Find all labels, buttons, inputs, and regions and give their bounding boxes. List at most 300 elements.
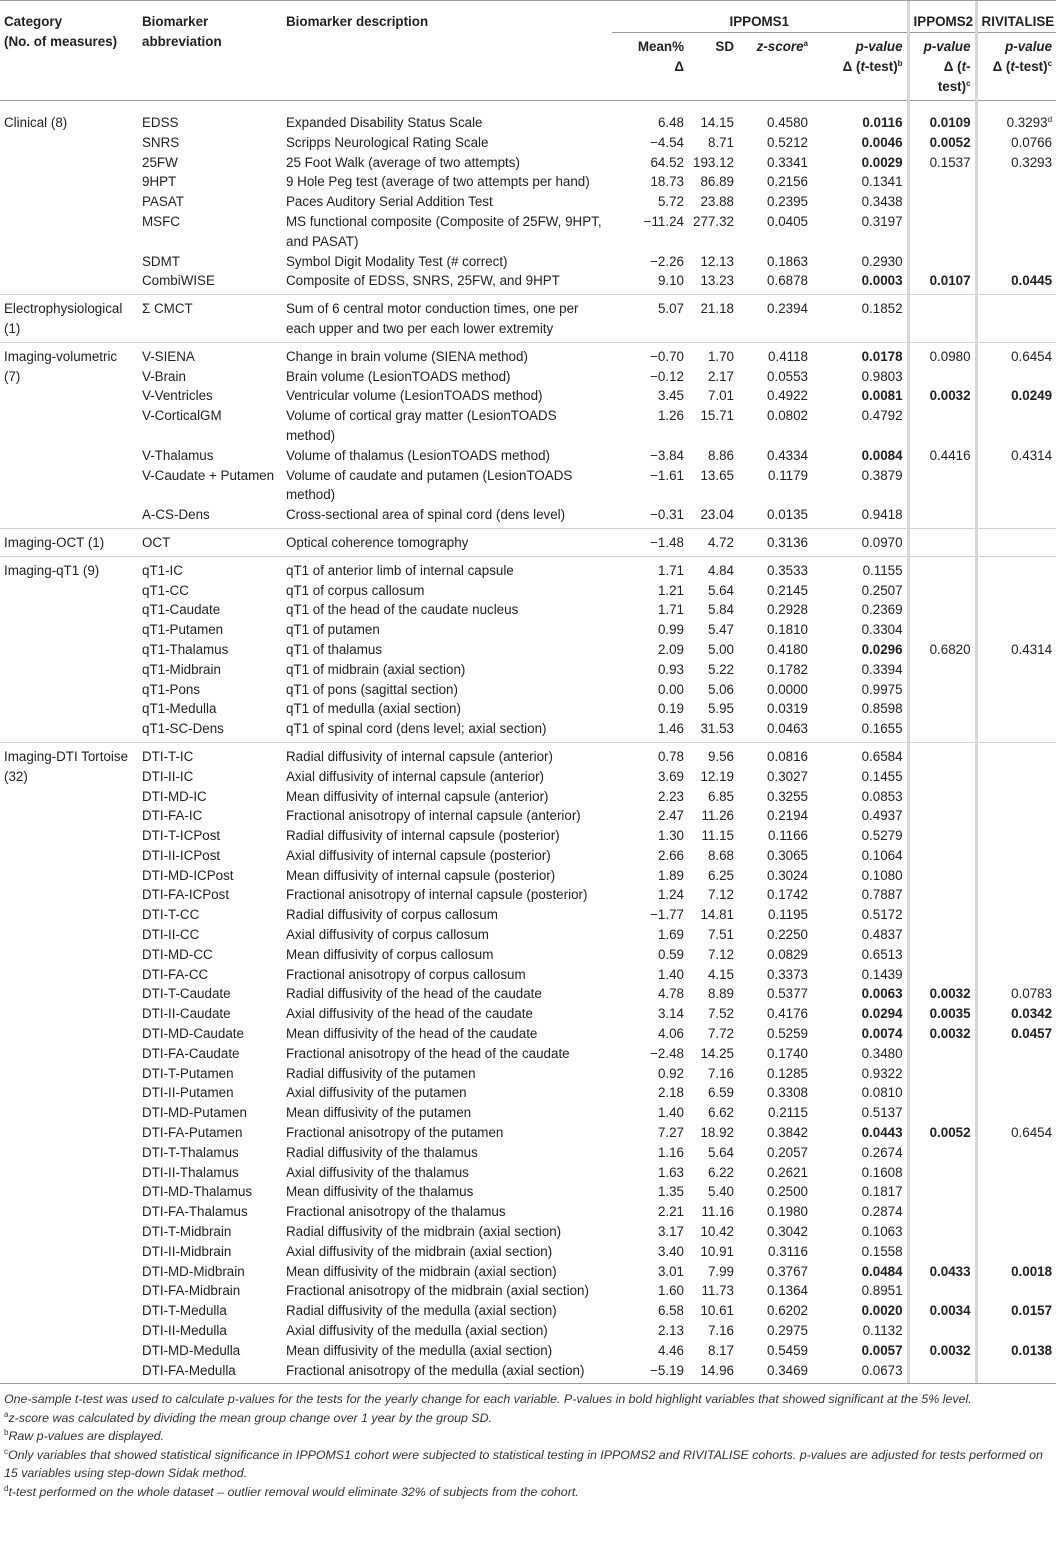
description-cell-text: Fractional anisotropy of the thalamus <box>286 1204 506 1220</box>
description-cell-text: Fractional anisotropy of the putamen <box>286 1125 504 1141</box>
description-cell <box>282 925 612 945</box>
pvalue-ippoms1-cell-text: 0.1439 <box>861 966 903 982</box>
pvalue-ippoms2-cell <box>908 295 976 343</box>
abbreviation-cell <box>138 600 282 620</box>
table-row <box>0 1103 1056 1123</box>
pvalue-ippoms1-cell <box>812 342 908 366</box>
pvalue-rivitalise-cell <box>976 101 1056 133</box>
sd-cell-text: 18.92 <box>700 1125 734 1141</box>
pvalue-ippoms2-cell <box>908 367 976 387</box>
description-cell-text: MS functional composite (Composite of 25FW, 9HPT, and PASAT) <box>286 213 602 249</box>
zscore-cell-text: 0.0829 <box>767 946 808 962</box>
mean-cell-text: 2.47 <box>657 808 684 824</box>
pvalue-ippoms2-cell <box>908 680 976 700</box>
zscore-cell <box>738 1024 812 1044</box>
table-row <box>0 925 1056 945</box>
sd-cell <box>688 367 738 387</box>
mean-cell <box>612 680 688 700</box>
zscore-cell <box>738 787 812 807</box>
sd-cell <box>688 620 738 640</box>
zscore-cell <box>738 680 812 700</box>
description-cell <box>282 1024 612 1044</box>
mean-cell-text: 1.21 <box>657 582 684 598</box>
sd-cell-text: 7.16 <box>707 1323 734 1339</box>
abbreviation-cell <box>138 1103 282 1123</box>
table-row <box>0 1004 1056 1024</box>
sd-cell-text: 14.81 <box>700 907 734 923</box>
pvalue-ippoms1-cell-text: 0.1852 <box>861 301 903 317</box>
sd-cell <box>688 1143 738 1163</box>
mean-cell <box>612 742 688 766</box>
mean-cell-text: 3.40 <box>657 1243 684 1259</box>
mean-cell <box>612 172 688 192</box>
sd-cell <box>688 1262 738 1282</box>
abbreviation-cell-text: A-CS-Dens <box>142 507 210 523</box>
zscore-cell-text: 0.2145 <box>767 582 808 598</box>
table-row <box>0 192 1056 212</box>
pvalue-ippoms2-cell <box>908 386 976 406</box>
mean-cell <box>612 767 688 787</box>
zscore-cell <box>738 271 812 294</box>
table-row <box>0 866 1056 886</box>
footnote-a: $^a$z-score was calculated by dividing the mean group change over 1 year by the group SD. <box>4 1409 492 1425</box>
mean-cell-text: 3.45 <box>657 388 684 404</box>
pvalue-rivitalise-cell <box>976 367 1056 387</box>
pvalue-rivitalise-cell <box>976 192 1056 212</box>
abbreviation-cell-text: CombiWISE <box>142 273 215 289</box>
pvalue-ippoms1-cell <box>812 945 908 965</box>
description-cell-text: Fractional anisotropy of the medulla (axial section) <box>286 1362 585 1378</box>
pvalue-ippoms1-cell-text: 0.0084 <box>861 447 903 463</box>
abbreviation-cell-text: DTI-FA-ICPost <box>142 887 230 903</box>
sd-cell <box>688 252 738 272</box>
zscore-cell-text: 0.0802 <box>767 408 808 424</box>
pvalue-ippoms2-cell <box>908 1341 976 1361</box>
abbreviation-cell-text: qT1-Medulla <box>142 701 217 717</box>
pvalue-rivitalise-cell <box>976 806 1056 826</box>
abbreviation-cell-text: qT1-Midbrain <box>142 661 221 677</box>
table-row <box>0 1143 1056 1163</box>
zscore-cell <box>738 133 812 153</box>
mean-cell-text: −11.24 <box>643 213 684 229</box>
pvalue-ippoms2-cell <box>908 212 976 252</box>
abbreviation-cell <box>138 984 282 1004</box>
description-cell <box>282 866 612 886</box>
sd-cell <box>688 1024 738 1044</box>
sd-cell <box>688 1281 738 1301</box>
description-cell <box>282 660 612 680</box>
pvalue-ippoms1-cell-text: 0.2874 <box>861 1204 903 1220</box>
pvalue-rivitalise-cell-text: 0.0783 <box>1011 986 1053 1002</box>
zscore-cell <box>738 806 812 826</box>
sd-cell-text: 8.17 <box>707 1342 734 1358</box>
pvalue-ippoms1-cell <box>812 1044 908 1064</box>
mean-cell-text: 1.40 <box>657 966 684 982</box>
abbreviation-cell-text: DTI-MD-Caudate <box>142 1026 244 1042</box>
pvalue-rivitalise-cell <box>976 846 1056 866</box>
pvalue-ippoms2-cell <box>908 1202 976 1222</box>
sd-cell-text: 11.73 <box>701 1283 734 1299</box>
header-cohort-ippoms2: IPPOMS2 <box>908 0 976 33</box>
pvalue-rivitalise-cell-text: 0.0157 <box>1011 1303 1053 1319</box>
pvalue-rivitalise-cell <box>976 600 1056 620</box>
mean-cell-text: 3.14 <box>657 1006 684 1022</box>
sd-cell-text: 86.89 <box>700 174 734 190</box>
pvalue-rivitalise-cell <box>976 1182 1056 1202</box>
sd-cell-text: 4.15 <box>707 966 734 982</box>
mean-cell <box>612 386 688 406</box>
zscore-cell <box>738 1004 812 1024</box>
mean-cell <box>612 1222 688 1242</box>
description-cell <box>282 787 612 807</box>
pvalue-rivitalise-cell <box>976 1301 1056 1321</box>
pvalue-ippoms2-cell <box>908 885 976 905</box>
category-cell <box>0 101 138 295</box>
mean-cell-text: 1.63 <box>657 1164 684 1180</box>
zscore-cell <box>738 640 812 660</box>
description-cell <box>282 367 612 387</box>
pvalue-ippoms1-cell-text: 0.1155 <box>862 562 903 578</box>
table-row <box>0 295 1056 343</box>
pvalue-rivitalise-cell <box>976 172 1056 192</box>
pvalue-ippoms1-cell-text: 0.1558 <box>861 1243 903 1259</box>
pvalue-ippoms2-cell <box>908 1301 976 1321</box>
mean-cell <box>612 271 688 294</box>
sd-cell-text: 23.04 <box>700 507 734 523</box>
pvalue-ippoms1-cell-text: 0.5137 <box>861 1105 903 1121</box>
mean-cell-text: −1.48 <box>650 534 684 550</box>
description-cell <box>282 984 612 1004</box>
abbreviation-cell-text: DTI-MD-IC <box>142 788 207 804</box>
pvalue-ippoms1-cell-text: 0.0074 <box>861 1026 903 1042</box>
description-cell-text: Brain volume (LesionTOADS method) <box>286 368 511 384</box>
sd-cell-text: 7.01 <box>707 388 734 404</box>
sd-cell-text: 6.85 <box>707 788 734 804</box>
pvalue-ippoms1-cell <box>812 1064 908 1084</box>
mean-cell-text: 1.40 <box>657 1105 684 1121</box>
pvalue-ippoms1-cell-text: 0.0853 <box>861 788 903 804</box>
pvalue-ippoms1-cell <box>812 767 908 787</box>
pvalue-rivitalise-cell <box>976 620 1056 640</box>
pvalue-rivitalise-cell <box>976 1083 1056 1103</box>
pvalue-ippoms1-cell-text: 0.8598 <box>861 701 903 717</box>
abbreviation-cell-text: DTI-II-ICPost <box>142 847 221 863</box>
sd-cell <box>688 446 738 466</box>
sd-cell-text: 7.99 <box>707 1263 734 1279</box>
mean-cell-text: 4.06 <box>657 1026 684 1042</box>
description-cell <box>282 1202 612 1222</box>
pvalue-ippoms2-cell <box>908 984 976 1004</box>
sd-cell-text: 10.91 <box>700 1243 734 1259</box>
pvalue-ippoms1-cell-text: 0.2930 <box>861 253 903 269</box>
pvalue-ippoms1-cell <box>812 295 908 343</box>
table-row <box>0 1044 1056 1064</box>
zscore-cell-text: 0.1166 <box>768 828 808 844</box>
sd-cell <box>688 719 738 742</box>
abbreviation-cell <box>138 806 282 826</box>
abbreviation-cell-text: DTI-MD-Thalamus <box>142 1184 253 1200</box>
pvalue-rivitalise-cell <box>976 984 1056 1004</box>
sd-cell-text: 277.32 <box>693 213 734 229</box>
description-cell-text: Axial diffusivity of the head of the caudate <box>286 1006 533 1022</box>
zscore-cell-text: 0.5212 <box>767 134 808 150</box>
pvalue-rivitalise-cell <box>976 699 1056 719</box>
sd-cell-text: 5.47 <box>707 622 734 638</box>
pvalue-rivitalise-cell <box>976 742 1056 766</box>
sd-cell <box>688 600 738 620</box>
zscore-cell <box>738 1143 812 1163</box>
mean-cell <box>612 446 688 466</box>
sd-cell-text: 11.16 <box>701 1204 734 1220</box>
pvalue-ippoms1-cell <box>812 505 908 528</box>
pvalue-ippoms2-cell <box>908 1143 976 1163</box>
pvalue-ippoms1-cell <box>812 1004 908 1024</box>
zscore-cell <box>738 945 812 965</box>
zscore-cell-text: 0.1285 <box>767 1065 808 1081</box>
pvalue-rivitalise-cell-text: 0.6454 <box>1011 348 1053 364</box>
mean-cell <box>612 806 688 826</box>
mean-cell <box>612 295 688 343</box>
table-row <box>0 367 1056 387</box>
zscore-cell-text: 0.0816 <box>767 748 808 764</box>
zscore-cell-text: 0.0000 <box>767 681 808 697</box>
description-cell-text: Change in brain volume (SIENA method) <box>286 348 528 364</box>
sd-cell-text: 31.53 <box>700 721 734 737</box>
pvalue-ippoms2-cell <box>908 699 976 719</box>
abbreviation-cell-text: DTI-II-Putamen <box>142 1085 234 1101</box>
pvalue-ippoms1-cell <box>812 1163 908 1183</box>
description-cell-text: qT1 of medulla (axial section) <box>286 701 461 717</box>
pvalue-ippoms2-cell <box>908 640 976 660</box>
zscore-cell <box>738 767 812 787</box>
sd-cell <box>688 466 738 506</box>
description-cell <box>282 271 612 294</box>
description-cell-text: Radial diffusivity of internal capsule (anterior) <box>286 748 553 764</box>
mean-cell-text: 0.00 <box>657 681 684 697</box>
pvalue-ippoms1-cell-text: 0.1608 <box>861 1164 903 1180</box>
mean-cell <box>612 600 688 620</box>
sd-cell <box>688 984 738 1004</box>
pvalue-ippoms1-cell-text: 0.0063 <box>861 986 903 1002</box>
sd-cell <box>688 1361 738 1384</box>
sd-cell-text: 14.96 <box>700 1362 734 1378</box>
sd-cell <box>688 826 738 846</box>
pvalue-ippoms1-cell <box>812 367 908 387</box>
abbreviation-cell <box>138 1242 282 1262</box>
pvalue-ippoms1-cell-text: 0.0116 <box>862 115 903 130</box>
header-sd: SD <box>688 33 738 101</box>
sd-cell-text: 5.22 <box>707 661 734 677</box>
pvalue-rivitalise-cell <box>976 1222 1056 1242</box>
abbreviation-cell <box>138 406 282 446</box>
abbreviation-cell <box>138 1222 282 1242</box>
table-row <box>0 172 1056 192</box>
pvalue-ippoms1-cell-text: 0.0046 <box>861 134 903 150</box>
description-cell <box>282 846 612 866</box>
pvalue-ippoms1-cell <box>812 846 908 866</box>
section-group <box>0 742 1056 1383</box>
pvalue-rivitalise-cell <box>976 719 1056 742</box>
sd-cell-text: 5.40 <box>707 1184 734 1200</box>
pvalue-ippoms1-cell <box>812 925 908 945</box>
pvalue-ippoms1-cell-text: 0.2507 <box>861 582 903 598</box>
mean-cell-text: −0.70 <box>650 348 684 364</box>
abbreviation-cell-text: DTI-II-IC <box>142 768 194 784</box>
description-cell <box>282 386 612 406</box>
sd-cell <box>688 1242 738 1262</box>
pvalue-rivitalise-cell <box>976 1163 1056 1183</box>
mean-cell <box>612 528 688 556</box>
sd-cell <box>688 806 738 826</box>
sd-cell <box>688 945 738 965</box>
zscore-cell <box>738 466 812 506</box>
table-row <box>0 620 1056 640</box>
top-rule <box>0 0 1056 1</box>
abbreviation-cell <box>138 556 282 580</box>
description-cell <box>282 406 612 446</box>
pvalue-ippoms1-cell-text: 0.0057 <box>861 1342 903 1358</box>
mean-cell-text: 4.78 <box>657 986 684 1002</box>
pvalue-ippoms2-cell-text: 0.0032 <box>929 388 971 404</box>
sd-cell <box>688 153 738 173</box>
mean-cell-text: −2.48 <box>650 1045 684 1061</box>
pvalue-ippoms1-cell-text: 0.2369 <box>861 602 903 618</box>
description-cell-text: qT1 of putamen <box>286 622 380 638</box>
sd-cell <box>688 1083 738 1103</box>
mean-cell <box>612 1361 688 1384</box>
pvalue-ippoms1-cell <box>812 1103 908 1123</box>
abbreviation-cell-text: DTI-T-IC <box>142 748 194 764</box>
abbreviation-cell <box>138 885 282 905</box>
zscore-cell-text: 0.3255 <box>767 788 808 804</box>
mean-cell <box>612 719 688 742</box>
pvalue-ippoms1-cell-text: 0.0484 <box>861 1263 903 1279</box>
pvalue-ippoms2-cell <box>908 556 976 580</box>
zscore-cell-text: 0.3341 <box>767 154 808 170</box>
pvalue-ippoms2-cell <box>908 505 976 528</box>
zscore-cell <box>738 1083 812 1103</box>
zscore-cell-text: 0.1810 <box>767 622 808 638</box>
category-cell-text: Imaging-DTI Tortoise (32) <box>4 748 129 784</box>
sd-cell-text: 4.84 <box>707 562 734 578</box>
pvalue-ippoms1-cell-text: 0.5279 <box>861 828 903 844</box>
pvalue-ippoms1-cell-text: 0.9418 <box>861 507 903 523</box>
pvalue-ippoms1-cell-text: 0.1064 <box>861 847 903 863</box>
pvalue-ippoms1-cell-text: 0.1063 <box>861 1224 903 1240</box>
pvalue-ippoms2-cell <box>908 787 976 807</box>
mean-cell-text: 0.93 <box>657 661 684 677</box>
mean-cell-text: 5.07 <box>657 301 684 317</box>
sd-cell-text: 5.06 <box>707 681 734 697</box>
mean-cell-text: 1.71 <box>657 602 684 618</box>
description-cell-text: Axial diffusivity of the thalamus <box>286 1164 469 1180</box>
pvalue-ippoms1-cell <box>812 581 908 601</box>
description-cell-text: Mean diffusivity of the midbrain (axial section) <box>286 1263 557 1279</box>
pvalue-ippoms1-cell <box>812 600 908 620</box>
description-cell-text: qT1 of corpus callosum <box>286 582 425 598</box>
sd-cell <box>688 680 738 700</box>
mean-cell-text: 0.92 <box>657 1065 684 1081</box>
mean-cell <box>612 252 688 272</box>
pvalue-ippoms2-cell <box>908 600 976 620</box>
abbreviation-cell <box>138 1024 282 1044</box>
abbreviation-cell <box>138 742 282 766</box>
sd-cell <box>688 295 738 343</box>
description-cell-text: Axial diffusivity of the putamen <box>286 1085 467 1101</box>
table-row <box>0 905 1056 925</box>
mean-cell <box>612 1202 688 1222</box>
zscore-cell <box>738 1103 812 1123</box>
description-cell-text: Mean diffusivity of corpus callosum <box>286 946 494 962</box>
mean-cell <box>612 925 688 945</box>
pvalue-ippoms2-cell <box>908 1004 976 1024</box>
description-cell <box>282 600 612 620</box>
mean-cell-text: 2.13 <box>657 1323 684 1339</box>
pvalue-ippoms1-cell-text: 0.3438 <box>861 194 903 210</box>
mean-cell <box>612 1182 688 1202</box>
zscore-cell-text: 0.2194 <box>767 808 808 824</box>
mean-cell <box>612 1242 688 1262</box>
zscore-cell-text: 0.3136 <box>767 534 808 550</box>
sd-cell-text: 21.18 <box>700 301 734 317</box>
sd-cell <box>688 1301 738 1321</box>
table-row <box>0 1321 1056 1341</box>
sd-cell-text: 7.12 <box>707 946 734 962</box>
table-row <box>0 1123 1056 1143</box>
zscore-cell-text: 0.1980 <box>767 1204 808 1220</box>
description-cell <box>282 1103 612 1123</box>
sd-cell-text: 7.52 <box>707 1006 734 1022</box>
pvalue-ippoms2-cell <box>908 806 976 826</box>
abbreviation-cell-text: DTI-T-Putamen <box>142 1065 234 1081</box>
zscore-cell <box>738 1341 812 1361</box>
sd-cell-text: 12.13 <box>700 253 734 269</box>
abbreviation-cell <box>138 1083 282 1103</box>
pvalue-rivitalise-cell <box>976 295 1056 343</box>
abbreviation-cell-text: 25FW <box>142 154 178 170</box>
abbreviation-cell-text: DTI-T-Thalamus <box>142 1144 239 1160</box>
pvalue-ippoms1-cell <box>812 1262 908 1282</box>
pvalue-rivitalise-cell <box>976 1103 1056 1123</box>
header-category: Category (No. of measures) <box>4 14 118 49</box>
description-cell <box>282 1222 612 1242</box>
sd-cell <box>688 172 738 192</box>
mean-cell <box>612 1103 688 1123</box>
table-row <box>0 1301 1056 1321</box>
zscore-cell-text: 0.6202 <box>767 1303 808 1319</box>
sd-cell <box>688 342 738 366</box>
pvalue-ippoms2-cell <box>908 1044 976 1064</box>
pvalue-ippoms1-cell-text: 0.0029 <box>861 154 903 170</box>
mean-cell-text: 2.09 <box>657 641 684 657</box>
sd-cell-text: 14.15 <box>700 115 734 130</box>
description-cell <box>282 1182 612 1202</box>
table-row <box>0 640 1056 660</box>
table-row <box>0 699 1056 719</box>
abbreviation-cell <box>138 172 282 192</box>
description-cell-text: qT1 of the head of the caudate nucleus <box>286 602 519 618</box>
sd-cell <box>688 660 738 680</box>
section-group <box>0 101 1056 295</box>
mean-cell-text: −0.31 <box>650 507 684 523</box>
abbreviation-cell-text: V-Ventricles <box>142 388 213 404</box>
sd-cell <box>688 101 738 133</box>
zscore-cell <box>738 1163 812 1183</box>
abbreviation-cell-text: DTI-II-Medulla <box>142 1323 227 1339</box>
pvalue-ippoms2-cell <box>908 342 976 366</box>
mean-cell-text: 3.17 <box>657 1224 684 1240</box>
pvalue-ippoms1-cell-text: 0.3197 <box>861 213 903 229</box>
